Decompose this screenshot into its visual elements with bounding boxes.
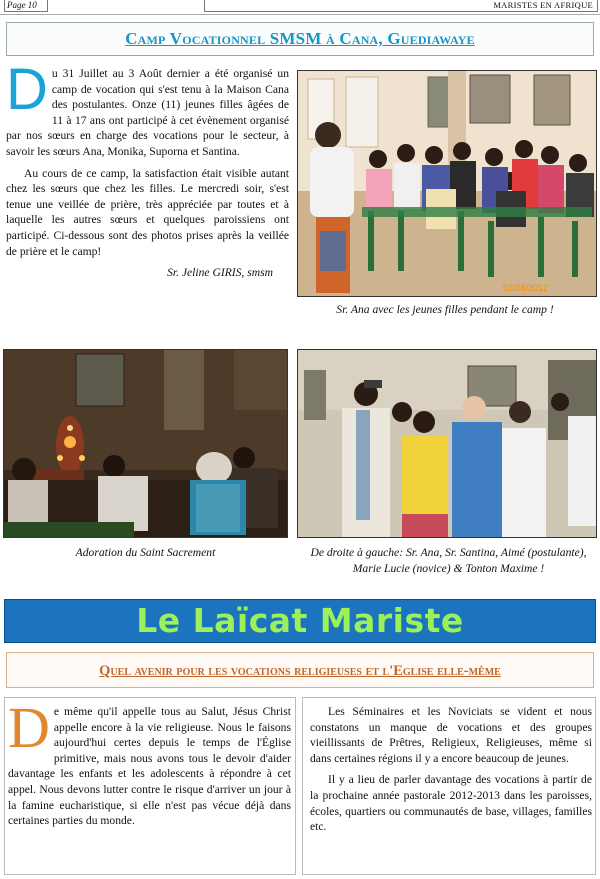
article1-title-box bbox=[6, 22, 594, 56]
article1-dropcap: D bbox=[6, 57, 48, 122]
article2-dropcap: D bbox=[8, 695, 50, 760]
caption-group: De droite à gauche: Sr. Ana, Sr. Santina, Aimé (postulante), Marie Lucie (novice) & Tonton Maxime ! bbox=[310, 546, 587, 575]
photo-date-stamp: 02/08/2012 bbox=[503, 283, 549, 293]
article2-title-box bbox=[6, 652, 594, 688]
article2-right-para1: Les Séminaires et les Noviciats se vident et nous constatons un manque de vocations et des groupes vieillissants de Prêtres, Religieux, Religieuses, même si dans certaines régions il y a encore beaucoup de jeunes. bbox=[310, 705, 592, 765]
article2-left-text bbox=[8, 695, 291, 829]
article1-title: Camp Vocationnel SMSM à Cana, Guediawaye bbox=[125, 29, 475, 48]
article2-right-text bbox=[310, 704, 592, 835]
photo-adoration bbox=[3, 349, 288, 538]
article2-left-para: De même qu'il appelle tous au Salut, Jésus Christ appelle encore à la vie religieuse. Nous le faisons aujourd'hui certes depuis le temps de l'Église primitive, mais nous avons tous le devoir d'aider davantage les enfants et les adolescents à répondre à cet appel. Nous devons lutter contre le risque d'arriver un jour à la famine eucharistique, si elle n'est pas vécue déjà dans certaines parties du monde. bbox=[8, 695, 291, 828]
caption-camp: Sr. Ana avec les jeunes filles pendant le camp ! bbox=[336, 303, 554, 316]
photo-group-image bbox=[298, 350, 597, 538]
photo-adoration-image bbox=[4, 350, 288, 538]
header-rule bbox=[0, 14, 600, 15]
page-number: Page 10 bbox=[4, 0, 48, 12]
article2-title: Quel avenir pour les vocations religieuses et l'Eglise elle-même bbox=[99, 663, 501, 679]
article1-signature: Sr. Jeline GIRIS, smsm bbox=[167, 266, 273, 280]
section-banner-title: Le Laïcat Mariste bbox=[136, 601, 464, 640]
article1-para1: Du 31 Juillet au 3 Août dernier a été organisé un camp de vocation qui s'est tenu à la Maison Cana des postulantes. Onze (11) jeunes filles âgées de 11 à 17 ans ont participé à cet évènement organisé par nos sœurs en charge des vocations pour le secteur, à savoir les sœurs Ana, Monika, Suporna et Santina. bbox=[6, 57, 289, 158]
publication-title: MARISTES EN AFRIQUE bbox=[204, 0, 598, 12]
photo-camp-image bbox=[298, 71, 597, 297]
article1-text bbox=[6, 57, 289, 281]
article2-right-para2: Il y a lieu de parler davantage des vocations à partir de la prochaine année pastorale 2012-2013 dans les paroisses, écoles, quartiers ou communautés de base, villages, familles etc. bbox=[310, 773, 592, 834]
section-banner bbox=[4, 599, 596, 643]
article1-para2: Au cours de ce camp, la satisfaction était visible autant chez les sœurs que chez les filles. Le mercredi soir, s'est tenue une veillée de prière, très appréciée par toutes et à laquelle les autres sœurs et quelques paroissiens ont participé. Ci-dessous sont des photos prises après la veillée de prière et le camp! bbox=[6, 166, 289, 258]
photo-camp bbox=[297, 70, 597, 297]
caption-adoration: Adoration du Saint Sacrement bbox=[75, 546, 216, 559]
photo-group bbox=[297, 349, 597, 538]
